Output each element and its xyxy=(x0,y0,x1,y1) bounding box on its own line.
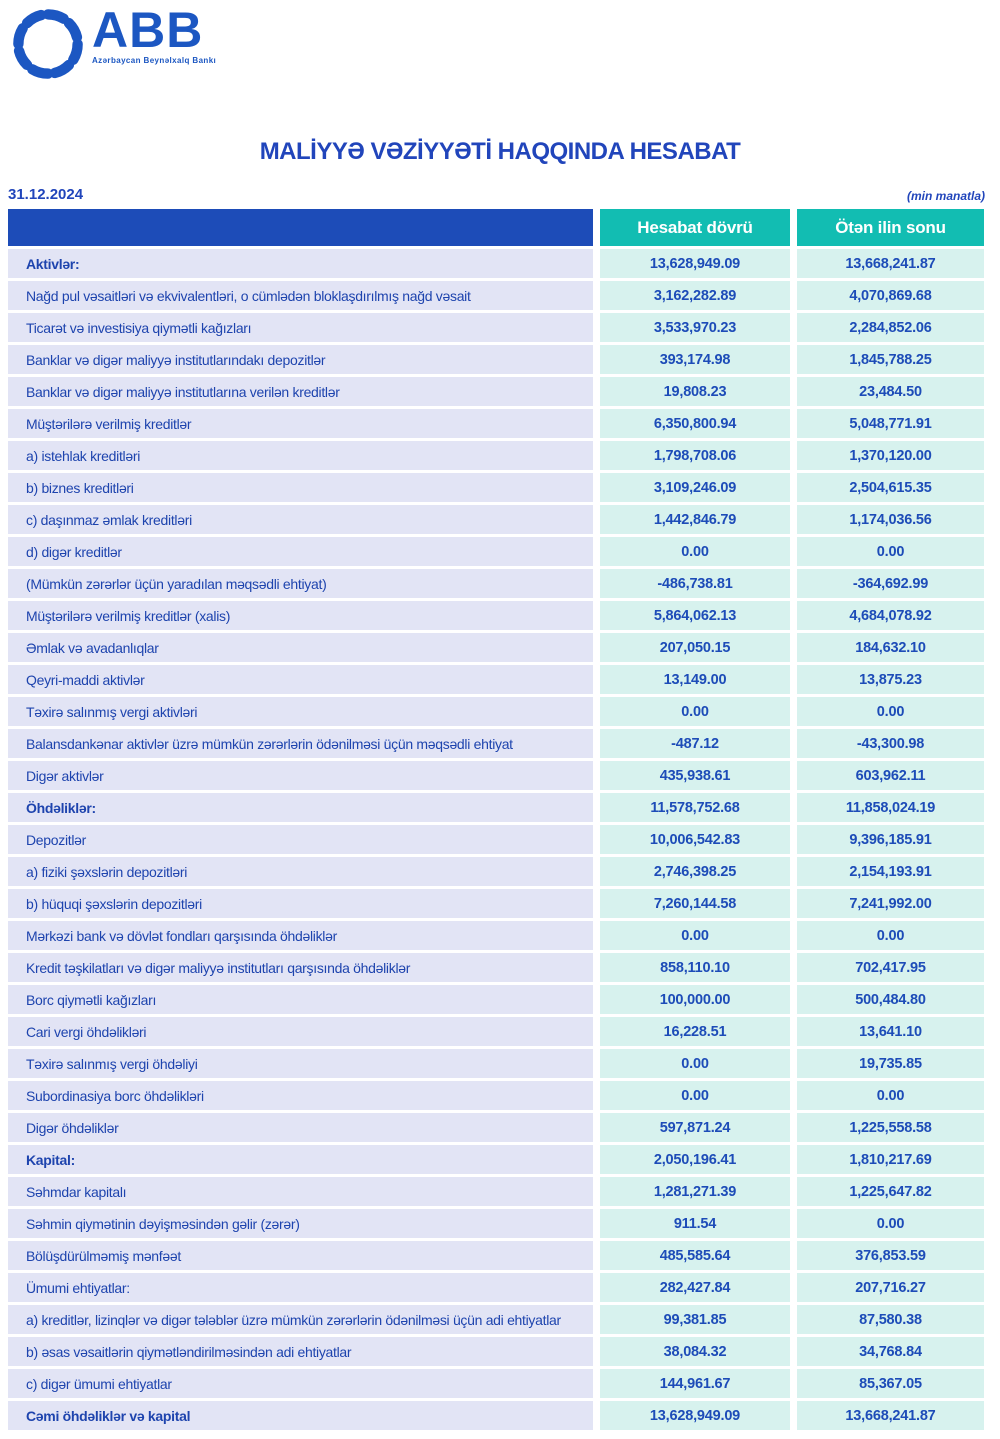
value-current-period: 10,006,542.83 xyxy=(600,825,790,854)
row-label: Müştərilərə verilmiş kreditlər xyxy=(8,409,593,438)
value-previous-year-end: 1,225,647.82 xyxy=(797,1177,984,1206)
value-previous-year-end: 13,668,241.87 xyxy=(797,249,984,278)
table-row xyxy=(8,601,984,630)
value-current-period: 0.00 xyxy=(600,697,790,726)
table-row xyxy=(8,793,984,822)
row-label: Qeyri-maddi aktivlər xyxy=(8,665,593,694)
value-previous-year-end: 4,684,078.92 xyxy=(797,601,984,630)
table-row xyxy=(8,505,984,534)
row-label: Ümumi ehtiyatlar: xyxy=(8,1273,593,1302)
table-row xyxy=(8,1369,984,1398)
table-row xyxy=(8,441,984,470)
value-current-period: 282,427.84 xyxy=(600,1273,790,1302)
table-body xyxy=(8,249,984,1430)
value-current-period: -487.12 xyxy=(600,729,790,758)
value-previous-year-end: 23,484.50 xyxy=(797,377,984,406)
table-row xyxy=(8,1113,984,1142)
table-row xyxy=(8,1177,984,1206)
value-previous-year-end: 376,853.59 xyxy=(797,1241,984,1270)
value-previous-year-end: 11,858,024.19 xyxy=(797,793,984,822)
table-row xyxy=(8,569,984,598)
value-previous-year-end: 0.00 xyxy=(797,697,984,726)
value-current-period: 11,578,752.68 xyxy=(600,793,790,822)
row-label: Kapital: xyxy=(8,1145,593,1174)
table-row xyxy=(8,345,984,374)
table-row xyxy=(8,1145,984,1174)
value-previous-year-end: 2,504,615.35 xyxy=(797,473,984,502)
row-label: (Mümkün zərərlər üçün yaradılan məqsədli ehtiyat) xyxy=(8,569,593,598)
row-label: Səhmdar kapitalı xyxy=(8,1177,593,1206)
value-previous-year-end: -43,300.98 xyxy=(797,729,984,758)
row-label: Bölüşdürülməmiş mənfəət xyxy=(8,1241,593,1270)
value-current-period: 13,628,949.09 xyxy=(600,1401,790,1430)
brand-name: ABB xyxy=(92,2,204,58)
row-label: Balansdankənar aktivlər üzrə mümkün zərərlərin ödənilməsi üçün məqsədli ehtiyat xyxy=(8,729,593,758)
value-current-period: 207,050.15 xyxy=(600,633,790,662)
table-row xyxy=(8,409,984,438)
value-current-period: 2,050,196.41 xyxy=(600,1145,790,1174)
table-row xyxy=(8,985,984,1014)
row-label: b) hüquqi şəxslərin depozitləri xyxy=(8,889,593,918)
value-previous-year-end: 184,632.10 xyxy=(797,633,984,662)
row-label: c) digər ümumi ehtiyatlar xyxy=(8,1369,593,1398)
row-label: Təxirə salınmış vergi öhdəliyi xyxy=(8,1049,593,1078)
row-label: d) digər kreditlər xyxy=(8,537,593,566)
value-previous-year-end: 13,875.23 xyxy=(797,665,984,694)
value-current-period: 13,628,949.09 xyxy=(600,249,790,278)
value-previous-year-end: 1,225,558.58 xyxy=(797,1113,984,1142)
financial-statement-table xyxy=(8,209,984,1430)
row-label: Depozitlər xyxy=(8,825,593,854)
value-previous-year-end: 4,070,869.68 xyxy=(797,281,984,310)
value-previous-year-end: 85,367.05 xyxy=(797,1369,984,1398)
value-previous-year-end: 5,048,771.91 xyxy=(797,409,984,438)
value-previous-year-end: 0.00 xyxy=(797,921,984,950)
row-label: Müştərilərə verilmiş kreditlər (xalis) xyxy=(8,601,593,630)
report-date: 31.12.2024 xyxy=(8,186,84,203)
table-row xyxy=(8,281,984,310)
abb-swirl-icon xyxy=(8,4,88,84)
table-row xyxy=(8,1401,984,1430)
row-label: Öhdəliklər: xyxy=(8,793,593,822)
row-label: Subordinasiya borc öhdəlikləri xyxy=(8,1081,593,1110)
value-previous-year-end: 13,641.10 xyxy=(797,1017,984,1046)
value-current-period: 0.00 xyxy=(600,1049,790,1078)
value-current-period: 144,961.67 xyxy=(600,1369,790,1398)
row-label: Digər öhdəliklər xyxy=(8,1113,593,1142)
row-label: Digər aktivlər xyxy=(8,761,593,790)
value-current-period: 13,149.00 xyxy=(600,665,790,694)
table-row xyxy=(8,761,984,790)
meta-row xyxy=(8,186,985,203)
value-current-period: -486,738.81 xyxy=(600,569,790,598)
row-label: Ticarət və investisiya qiymətli kağızları xyxy=(8,313,593,342)
table-row xyxy=(8,473,984,502)
value-current-period: 485,585.64 xyxy=(600,1241,790,1270)
row-label: Cəmi öhdəliklər və kapital xyxy=(8,1401,593,1430)
value-current-period: 6,350,800.94 xyxy=(600,409,790,438)
table-row xyxy=(8,1081,984,1110)
row-label: a) fiziki şəxslərin depozitləri xyxy=(8,857,593,886)
value-current-period: 911.54 xyxy=(600,1209,790,1238)
value-current-period: 597,871.24 xyxy=(600,1113,790,1142)
value-previous-year-end: 0.00 xyxy=(797,1209,984,1238)
value-current-period: 0.00 xyxy=(600,921,790,950)
value-current-period: 3,533,970.23 xyxy=(600,313,790,342)
table-row xyxy=(8,825,984,854)
row-label: c) daşınmaz əmlak kreditləri xyxy=(8,505,593,534)
table-row xyxy=(8,729,984,758)
value-current-period: 99,381.85 xyxy=(600,1305,790,1334)
table-row xyxy=(8,1017,984,1046)
row-label: Cari vergi öhdəlikləri xyxy=(8,1017,593,1046)
value-previous-year-end: -364,692.99 xyxy=(797,569,984,598)
row-label: Mərkəzi bank və dövlət fondları qarşısında öhdəliklər xyxy=(8,921,593,950)
value-previous-year-end: 34,768.84 xyxy=(797,1337,984,1366)
value-current-period: 100,000.00 xyxy=(600,985,790,1014)
value-previous-year-end: 603,962.11 xyxy=(797,761,984,790)
table-row xyxy=(8,249,984,278)
table-row xyxy=(8,921,984,950)
row-label: a) kreditlər, lizinqlər və digər tələblər üzrə mümkün zərərlərin ödənilməsi üçün adi ehtiyatlar xyxy=(8,1305,593,1334)
table-row xyxy=(8,633,984,662)
header-previous-year-end: Ötən ilin sonu xyxy=(797,209,984,246)
row-label: Əmlak və avadanlıqlar xyxy=(8,633,593,662)
table-row xyxy=(8,889,984,918)
table-header-row xyxy=(8,209,984,246)
table-row xyxy=(8,953,984,982)
value-current-period: 1,281,271.39 xyxy=(600,1177,790,1206)
table-row xyxy=(8,377,984,406)
value-current-period: 7,260,144.58 xyxy=(600,889,790,918)
value-current-period: 0.00 xyxy=(600,1081,790,1110)
table-row xyxy=(8,1241,984,1270)
row-label: Səhmin qiymətinin dəyişməsindən gəlir (zərər) xyxy=(8,1209,593,1238)
value-previous-year-end: 7,241,992.00 xyxy=(797,889,984,918)
value-current-period: 19,808.23 xyxy=(600,377,790,406)
brand-tagline: Azərbaycan Beynəlxalq Bankı xyxy=(92,56,217,65)
unit-note: (min manatla) xyxy=(906,189,985,203)
table-row xyxy=(8,1049,984,1078)
value-current-period: 435,938.61 xyxy=(600,761,790,790)
table-row xyxy=(8,857,984,886)
value-previous-year-end: 702,417.95 xyxy=(797,953,984,982)
value-previous-year-end: 500,484.80 xyxy=(797,985,984,1014)
row-label: Banklar və digər maliyyə institutlarına verilən kreditlər xyxy=(8,377,593,406)
header-current-period: Hesabat dövrü xyxy=(600,209,790,246)
table-row xyxy=(8,1273,984,1302)
value-previous-year-end: 1,370,120.00 xyxy=(797,441,984,470)
value-previous-year-end: 2,284,852.06 xyxy=(797,313,984,342)
row-label: Aktivlər: xyxy=(8,249,593,278)
value-previous-year-end: 0.00 xyxy=(797,1081,984,1110)
row-label: Borc qiymətli kağızları xyxy=(8,985,593,1014)
value-previous-year-end: 13,668,241.87 xyxy=(797,1401,984,1430)
row-label: b) əsas vəsaitlərin qiymətləndirilməsindən adi ehtiyatlar xyxy=(8,1337,593,1366)
value-current-period: 16,228.51 xyxy=(600,1017,790,1046)
table-row xyxy=(8,697,984,726)
row-label: b) biznes kreditləri xyxy=(8,473,593,502)
value-current-period: 0.00 xyxy=(600,537,790,566)
value-previous-year-end: 19,735.85 xyxy=(797,1049,984,1078)
table-row xyxy=(8,1337,984,1366)
table-row xyxy=(8,1209,984,1238)
row-label: Təxirə salınmış vergi aktivləri xyxy=(8,697,593,726)
table-row xyxy=(8,313,984,342)
row-label: Banklar və digər maliyyə institutlarındakı depozitlər xyxy=(8,345,593,374)
value-current-period: 3,162,282.89 xyxy=(600,281,790,310)
page-title: MALİYYƏ VƏZİYYƏTİ HAQQINDA HESABAT xyxy=(259,138,741,165)
value-previous-year-end: 0.00 xyxy=(797,537,984,566)
table-row xyxy=(8,665,984,694)
value-current-period: 1,798,708.06 xyxy=(600,441,790,470)
row-label: a) istehlak kreditləri xyxy=(8,441,593,470)
value-previous-year-end: 87,580.38 xyxy=(797,1305,984,1334)
value-previous-year-end: 207,716.27 xyxy=(797,1273,984,1302)
table-row xyxy=(8,537,984,566)
value-current-period: 1,442,846.79 xyxy=(600,505,790,534)
row-label: Kredit təşkilatları və digər maliyyə institutları qarşısında öhdəliklər xyxy=(8,953,593,982)
brand-header xyxy=(0,0,1000,92)
value-current-period: 5,864,062.13 xyxy=(600,601,790,630)
value-current-period: 38,084.32 xyxy=(600,1337,790,1366)
brand-text xyxy=(92,2,216,65)
value-previous-year-end: 2,154,193.91 xyxy=(797,857,984,886)
table-row xyxy=(8,1305,984,1334)
value-current-period: 858,110.10 xyxy=(600,953,790,982)
value-current-period: 393,174.98 xyxy=(600,345,790,374)
header-blank-cell xyxy=(8,209,593,246)
value-previous-year-end: 1,810,217.69 xyxy=(797,1145,984,1174)
value-previous-year-end: 9,396,185.91 xyxy=(797,825,984,854)
value-current-period: 2,746,398.25 xyxy=(600,857,790,886)
row-label: Nağd pul vəsaitləri və ekvivalentləri, o cümlədən bloklaşdırılmış nağd vəsait xyxy=(8,281,593,310)
value-current-period: 3,109,246.09 xyxy=(600,473,790,502)
value-previous-year-end: 1,174,036.56 xyxy=(797,505,984,534)
value-previous-year-end: 1,845,788.25 xyxy=(797,345,984,374)
